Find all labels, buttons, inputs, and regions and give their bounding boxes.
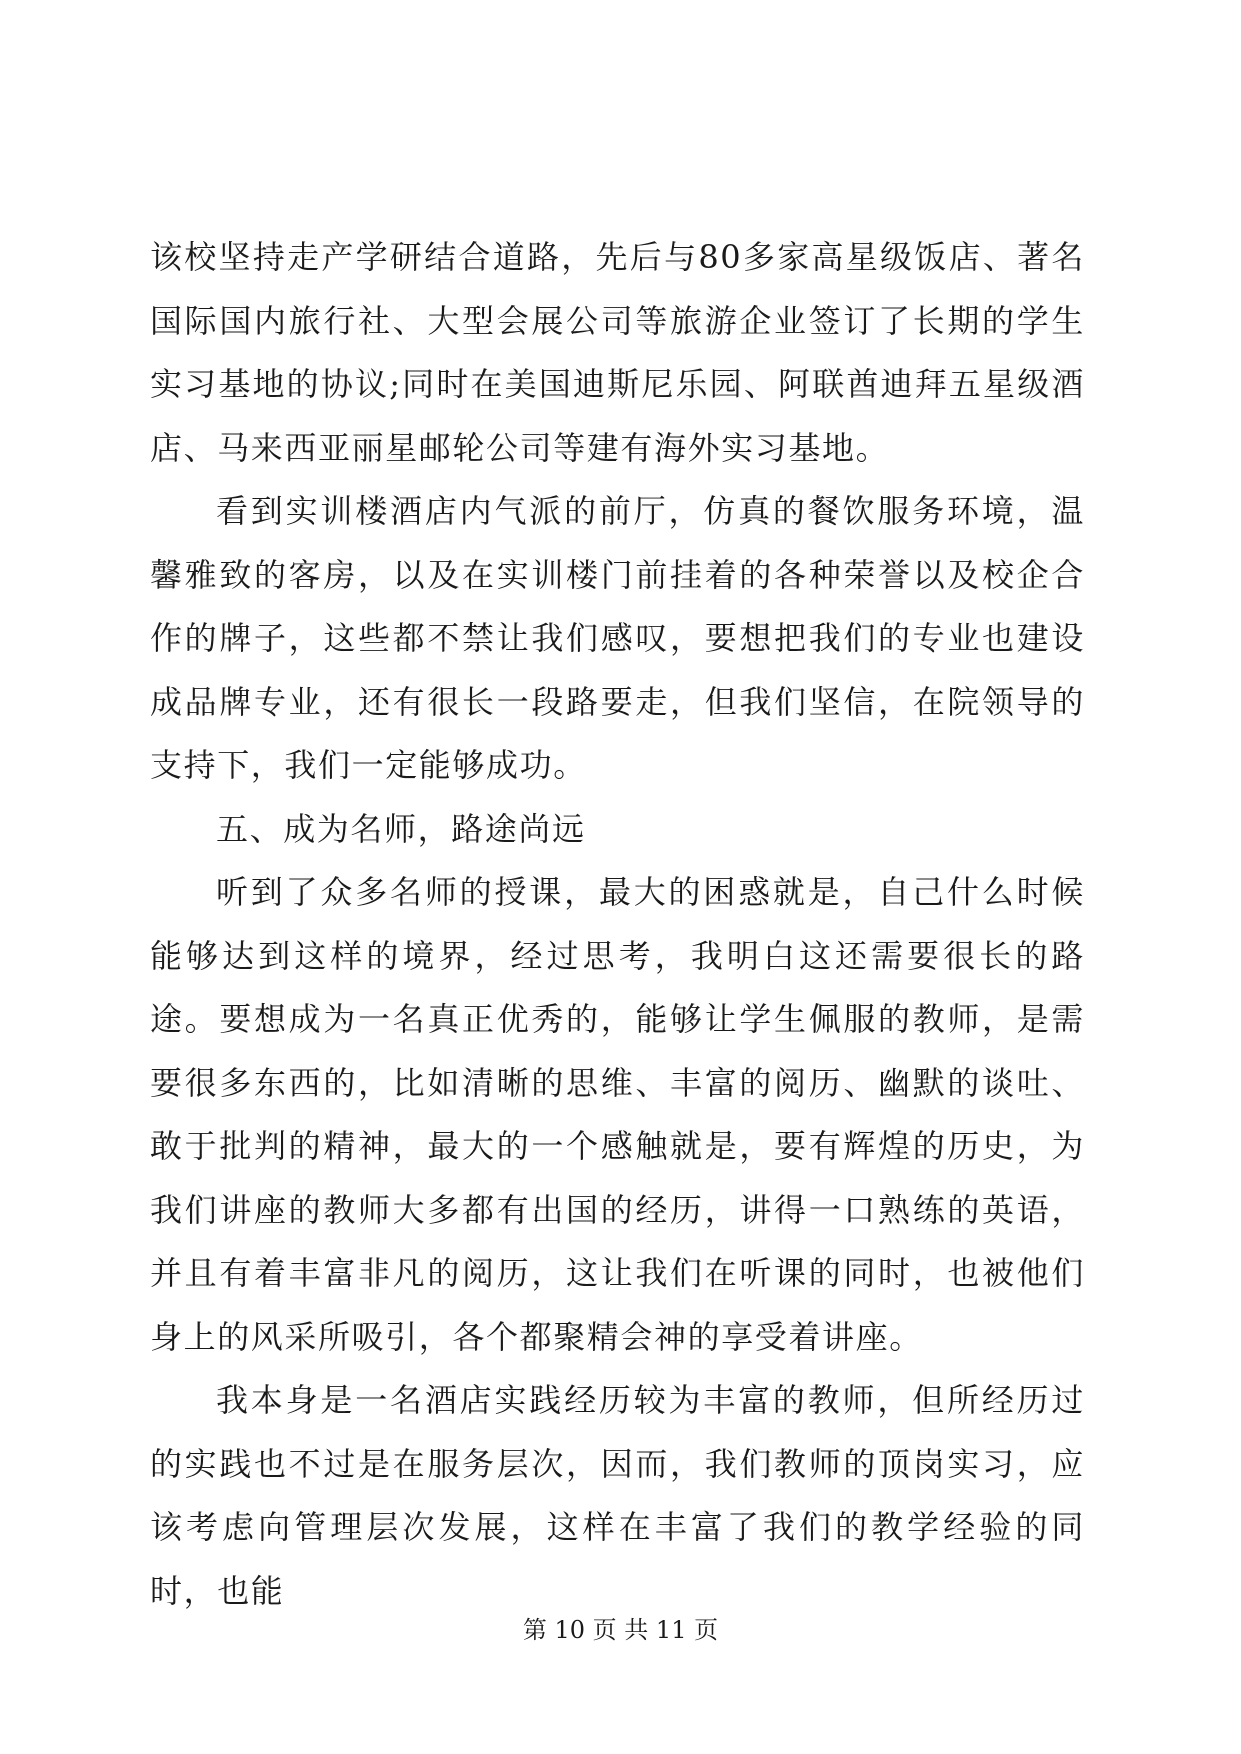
- paragraph-hotel-practice: 我本身是一名酒店实践经历较为丰富的教师，但所经历过的实践也不过是在服务层次，因而，我们教师的顶岗实习，应该考虑向管理层次发展，这样在丰富了我们的教学经验的同时，也能: [150, 1381, 1085, 1610]
- paragraph-training-building: 看到实训楼酒店内气派的前厅，仿真的餐饮服务环境，温馨雅致的客房，以及在实训楼门前挂着的各种荣誉以及校企合作的牌子，这些都不禁让我们感叹，要想把我们的专业也建设成品牌专业，还有很长一段路要走，但我们坚信，在院领导的支持下，我们一定能够成功。: [150, 492, 1085, 784]
- document-body: [150, 226, 1085, 1623]
- paragraph-lectures-reflection: 听到了众多名师的授课，最大的困惑就是，自己什么时候能够达到这样的境界，经过思考，我明白这还需要很长的路途。要想成为一名真正优秀的，能够让学生佩服的教师，是需要很多东西的，比如清晰的思维、丰富的阅历、幽默的谈吐、敢于批判的精神，最大的一个感触就是，要有辉煌的历史，为我们讲座的教师大多都有出国的经历，讲得一口熟练的英语，并且有着丰富非凡的阅历，这让我们在听课的同时，也被他们身上的风采所吸引，各个都聚精会神的享受着讲座。: [150, 873, 1085, 1356]
- paragraph-internship-bases: 该校坚持走产学研结合道路，先后与80多家高星级饭店、著名国际国内旅行社、大型会展公司等旅游企业签订了长期的学生实习基地的协议;同时在美国迪斯尼乐园、阿联酋迪拜五星级酒店、马来西亚丽星邮轮公司等建有海外实习基地。: [150, 238, 1085, 467]
- section-heading-famous-teacher: 五、成为名师，路途尚远: [216, 809, 586, 848]
- page-footer: 第 10 页 共 11 页: [522, 1616, 719, 1644]
